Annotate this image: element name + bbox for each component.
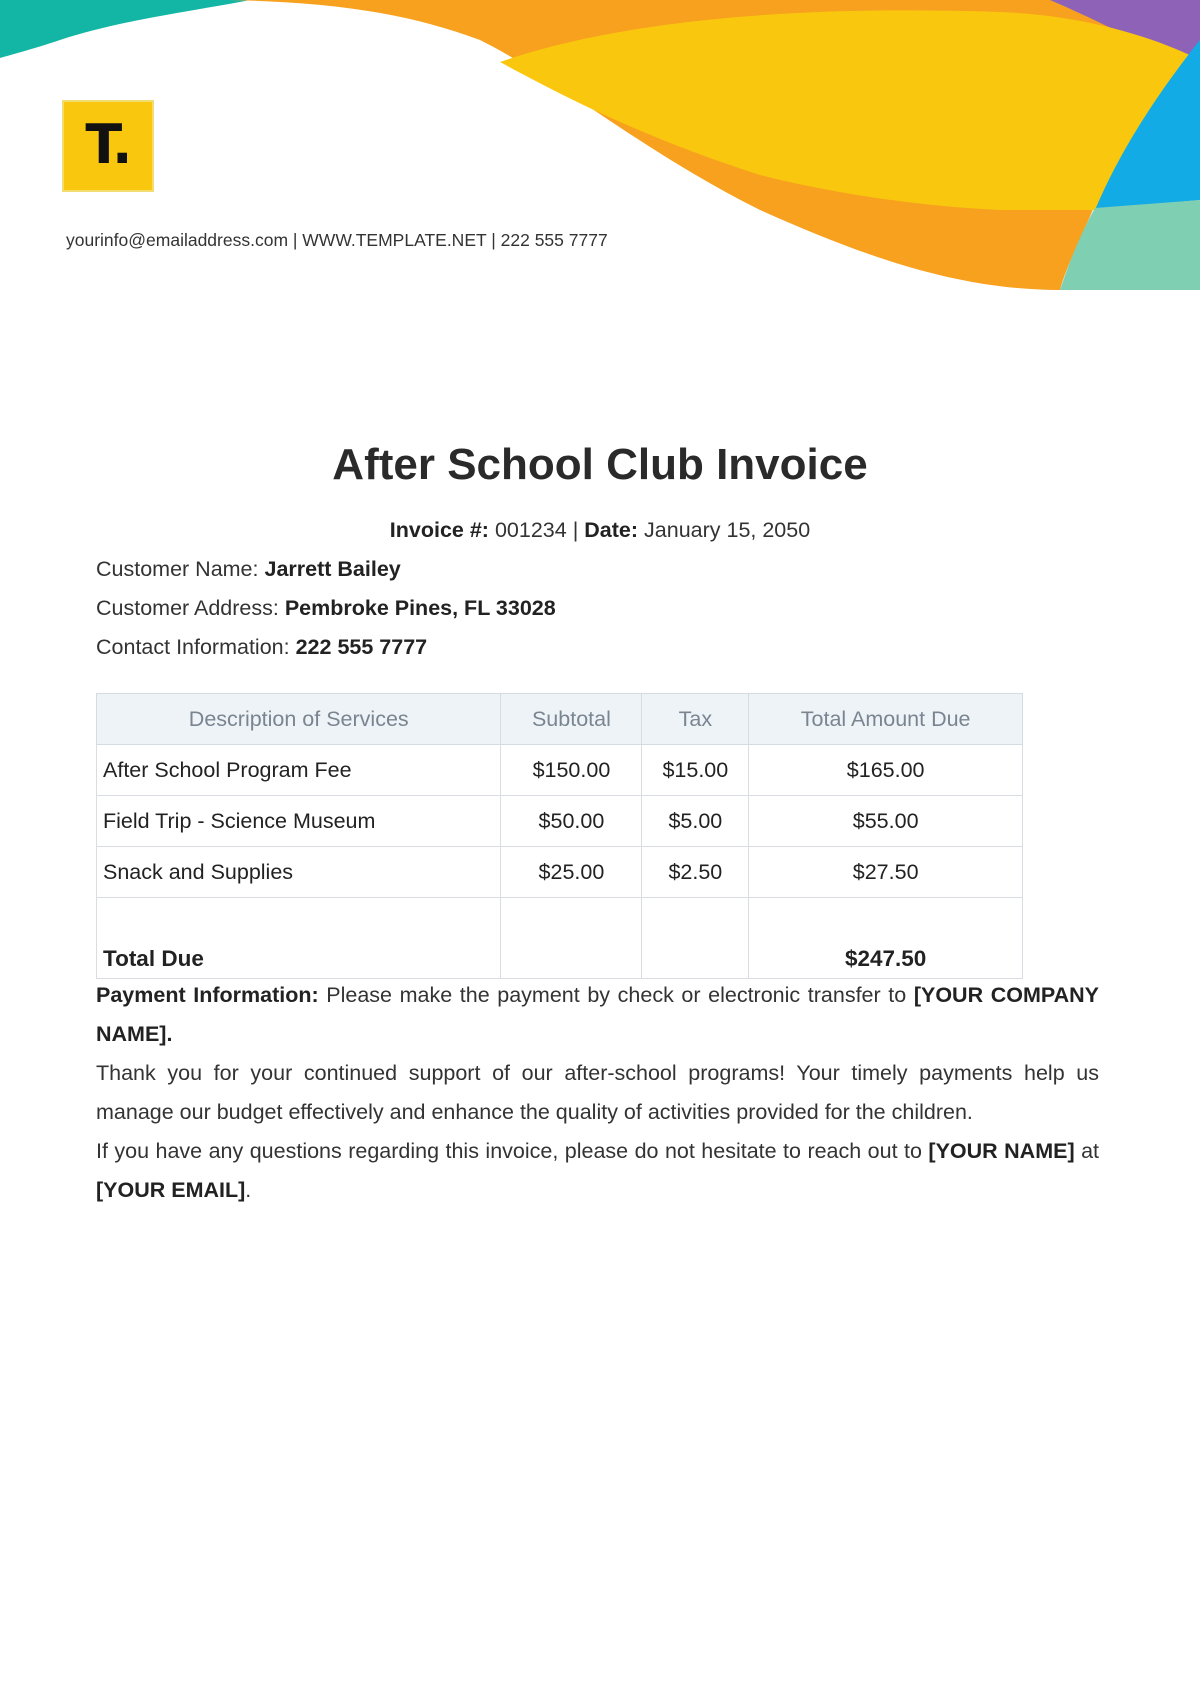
teal-wave — [0, 0, 250, 58]
customer-name: Jarrett Bailey — [264, 557, 401, 581]
company-logo — [62, 100, 154, 192]
row-tax: $2.50 — [642, 847, 749, 898]
table-row — [97, 796, 1023, 847]
row-description: After School Program Fee — [97, 745, 501, 796]
row-description: Snack and Supplies — [97, 847, 501, 898]
invoice-number-label: Invoice #: — [389, 518, 489, 542]
total-value: $247.50 — [749, 898, 1023, 979]
services-table — [96, 693, 1023, 979]
thank-you-message: Thank you for your continued support of our after-school programs! Your timely payments help us manage our budget effectively and enhance the quality of activities provided for the children. — [96, 1061, 1099, 1124]
invoice-title: After School Club Invoice — [332, 440, 868, 489]
row-subtotal: $150.00 — [501, 745, 642, 796]
questions-end: . — [245, 1178, 252, 1202]
questions-message — [96, 1132, 1099, 1210]
customer-contact-line — [96, 635, 427, 660]
header-decoration — [0, 0, 1200, 300]
header-total: Total Amount Due — [749, 694, 1023, 745]
total-empty-tax — [642, 898, 749, 979]
customer-address: Pembroke Pines, FL 33028 — [284, 596, 556, 620]
yellow-swoosh — [500, 10, 1200, 210]
logo-letter: T. — [85, 112, 131, 176]
questions-connector: at — [1074, 1139, 1099, 1163]
customer-name-line — [96, 557, 401, 582]
row-total: $165.00 — [749, 745, 1023, 796]
payment-label: Payment Information: — [96, 983, 319, 1007]
name-placeholder: [YOUR NAME] — [928, 1139, 1075, 1163]
total-empty-subtotal — [501, 898, 642, 979]
email-placeholder: [YOUR EMAIL] — [96, 1178, 246, 1202]
company-placeholder: [YOUR COMPANY NAME]. — [96, 983, 1099, 1046]
questions-text: If you have any questions regarding this invoice, please do not hesitate to reach out to — [96, 1139, 929, 1163]
invoice-date: January 15, 2050 — [644, 518, 811, 542]
contact-line: yourinfo@emailaddress.com | WWW.TEMPLATE.NET | 222 555 7777 — [66, 230, 608, 250]
row-subtotal: $50.00 — [501, 796, 642, 847]
table-row — [97, 847, 1023, 898]
row-description: Field Trip - Science Museum — [97, 796, 501, 847]
header-tax: Tax — [642, 694, 749, 745]
meta-separator: | — [572, 518, 579, 542]
customer-contact-label: Contact Information: — [96, 635, 290, 659]
table-row — [97, 745, 1023, 796]
row-total: $55.00 — [749, 796, 1023, 847]
row-subtotal: $25.00 — [501, 847, 642, 898]
payment-text: Please make the payment by check or electronic transfer to — [318, 983, 914, 1007]
invoice-meta — [0, 518, 1200, 543]
invoice-date-label: Date: — [584, 518, 639, 542]
customer-contact: 222 555 7777 — [295, 635, 428, 659]
header-description: Description of Services — [97, 694, 501, 745]
total-label: Total Due — [97, 898, 501, 979]
total-row — [97, 898, 1023, 979]
invoice-number: 001234 — [494, 518, 567, 542]
row-tax: $5.00 — [642, 796, 749, 847]
row-total: $27.50 — [749, 847, 1023, 898]
customer-address-label: Customer Address: — [96, 596, 279, 620]
table-header-row — [97, 694, 1023, 745]
payment-information — [96, 976, 1099, 1054]
header-subtotal: Subtotal — [501, 694, 642, 745]
customer-name-label: Customer Name: — [96, 557, 259, 581]
row-tax: $15.00 — [642, 745, 749, 796]
customer-address-line — [96, 596, 556, 621]
